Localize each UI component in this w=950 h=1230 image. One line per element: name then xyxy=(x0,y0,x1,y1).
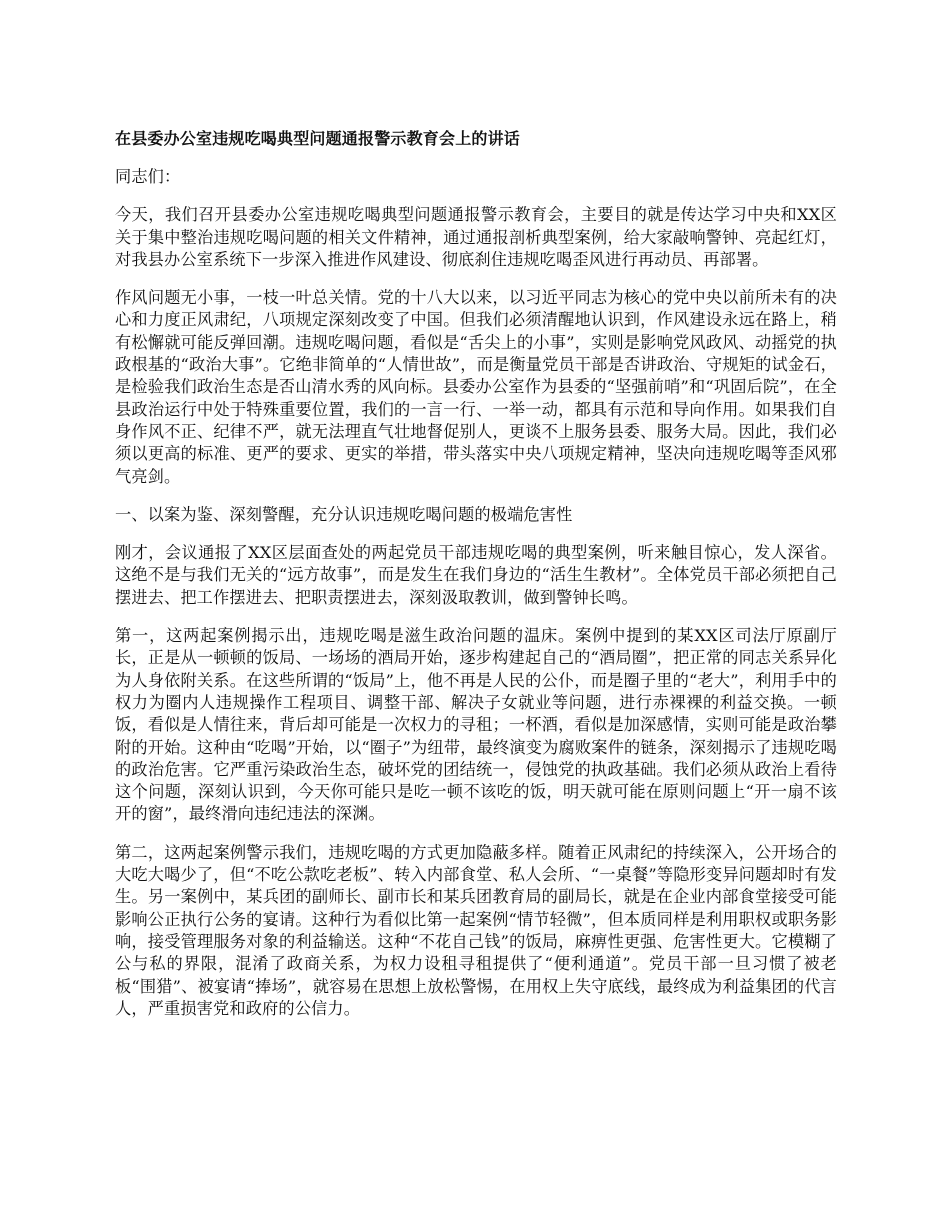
document-page xyxy=(115,118,837,1036)
paragraph-cases-intro: 刚才，会议通报了XX区层面查处的两起党员干部违规吃喝的典型案例，听来触目惊心，发人深省。这绝不是与我们无关的“远方故事”，而是发生在我们身边的“活生生教材”。全体党员干部必须把自己摆进去、把工作摆进去、把职责摆进去，深刻汲取教训，做到警钟长鸣。 xyxy=(115,543,837,607)
paragraph-second-lesson: 第二，这两起案例警示我们，违规吃喝的方式更加隐蔽多样。随着正风肃纪的持续深入，公开场合的大吃大喝少了，但“不吃公款吃老板”、转入内部食堂、私人会所、“一桌餐”等隐形变异问题却时有发生。另一案例中，某兵团的副师长、副市长和某兵团教育局的副局长，就是在企业内部食堂接受可能影响公正执行公务的宴请。这种行为看似比第一起案例“情节轻微”，但本质同样是利用职权或职务影响，接受管理服务对象的利益输送。这种“不花自己钱”的饭局，麻痹性更强、危害性更大。它模糊了公与私的界限，混淆了政商关系，为权力设租寻租提供了“便利通道”。党员干部一旦习惯了被老板“围猎”、被宴请“捧场”，就容易在思想上放松警惕，在用权上失守底线，最终成为利益集团的代言人，严重损害党和政府的公信力。 xyxy=(115,842,837,1018)
document-title: 在县委办公室违规吃喝典型问题通报警示教育会上的讲话 xyxy=(115,129,521,148)
paragraph-intro: 今天，我们召开县委办公室违规吃喝典型问题通报警示教育会，主要目的就是传达学习中央和XX区关于集中整治违规吃喝问题的相关文件精神，通过通报剖析典型案例，给大家敲响警钟、亮起红灯，对我县办公室系统下一步深入推进作风建设、彻底刹住违规吃喝歪风进行再动员、再部署。 xyxy=(115,205,837,269)
paragraph-first-lesson: 第一，这两起案例揭示出，违规吃喝是滋生政治问题的温床。案例中提到的某XX区司法厅原副厅长，正是从一顿顿的饭局、一场场的酒局开始，逐步构建起自己的“酒局圈”，把正常的同志关系异化为人身依附关系。在这些所谓的“饭局”上，他不再是人民的公仆，而是圈子里的“老大”，利用手中的权力为圈内人违规操作工程项目、调整干部、解决子女就业等问题，进行赤裸裸的利益交换。一顿饭，看似是人情往来，背后却可能是一次权力的寻租；一杯酒，看似是加深感情，实则可能是政治攀附的开始。这种由“吃喝”开始，以“圈子”为纽带，最终演变为腐败案件的链条，深刻揭示了违规吃喝的政治危害。它严重污染政治生态，破坏党的团结统一，侵蚀党的执政基础。我们必须从政治上看待这个问题，深刻认识到，今天你可能只是吃一顿不该吃的饭，明天就可能在原则问题上“开一扇不该开的窗”，最终滑向违纪违法的深渊。 xyxy=(115,626,837,824)
salutation: 同志们： xyxy=(115,167,181,186)
section-heading-1: 一、以案为鉴、深刻警醒，充分认识违规吃喝问题的极端危害性 xyxy=(115,504,573,524)
paragraph-style-matters: 作风问题无小事，一枝一叶总关情。党的十八大以来，以习近平同志为核心的党中央以前所未有的决心和力度正风肃纪，八项规定深刻改变了中国。但我们必须清醒地认识到，作风建设永远在路上，稍有松懈就可能反弹回潮。违规吃喝问题，看似是“舌尖上的小事”，实则是影响党风政风、动摇党的执政根基的“政治大事”。它绝非简单的“人情世故”，而是衡量党员干部是否讲政治、守规矩的试金石，是检验我们政治生态是否山清水秀的风向标。县委办公室作为县委的“坚强前哨”和“巩固后院”，在全县政治运行中处于特殊重要位置，我们的一言一行、一举一动，都具有示范和导向作用。如果我们自身作风不正、纪律不严，就无法理直气壮地督促别人，更谈不上服务县委、服务大局。因此，我们必须以更高的标准、更严的要求、更实的举措，带头落实中央八项规定精神，坚决向违规吃喝等歪风邪气亮剑。 xyxy=(115,288,837,486)
